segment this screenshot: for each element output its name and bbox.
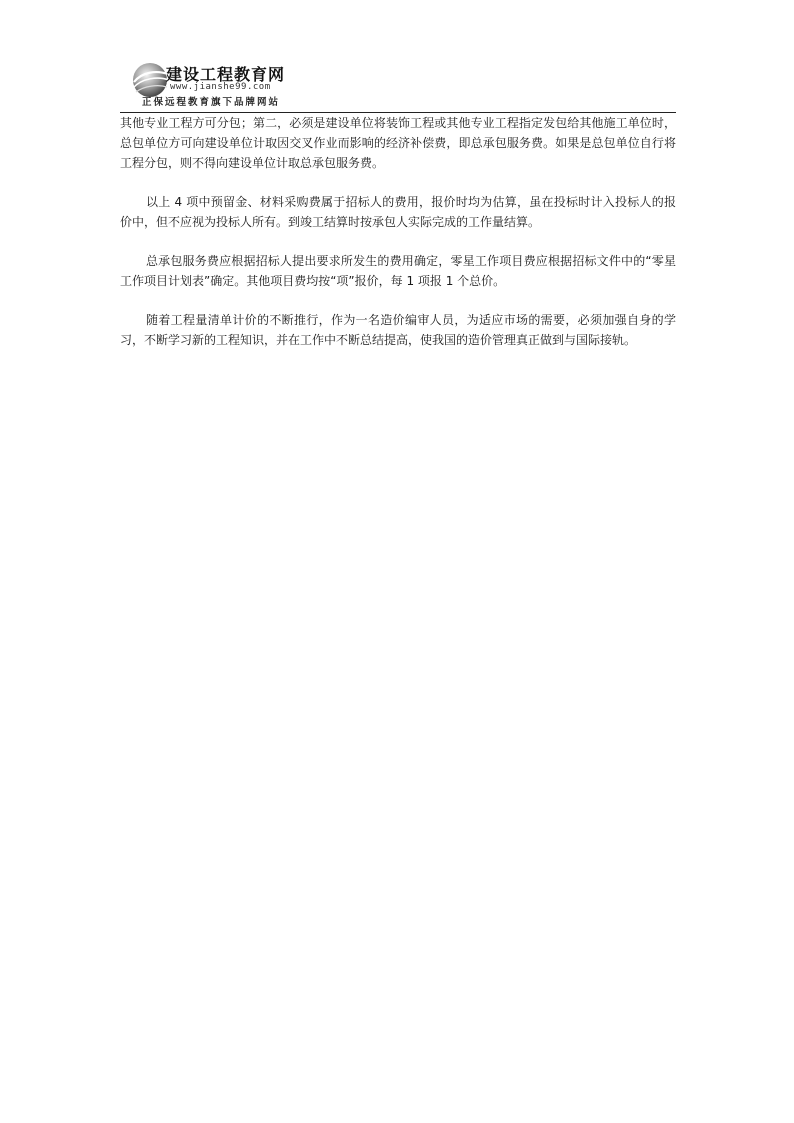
site-url: www.jianshe99.com <box>170 82 271 92</box>
paragraph-2: 以上 4 项中预留金、材料采购费属于招标人的费用，报价时均为估算，虽在投标时计入投标人的报价中，但不应视为投标人所有。到竣工结算时按承包人实际完成的工作量结算。 <box>120 195 676 229</box>
paragraph-3: 总承包服务费应根据招标人提出要求所发生的费用确定，零星工作项目费应根据招标文件中的“零星工作项目计划表”确定。其他项目费均按“项”报价，每 1 项报 1 个总价。 <box>120 254 676 288</box>
site-name: 建设工程教育网 <box>166 65 286 84</box>
paragraph-4: 随着工程量清单计价的不断推行，作为一名造价编审人员，为适应市场的需要，必须加强自身的学习，不断学习新的工程知识，并在工作中不断总结提高，使我国的造价管理真正做到与国际接轨。 <box>120 313 676 347</box>
paragraph-1: 其他专业工程方可分包；第二，必须是建设单位将装饰工程或其他专业工程指定发包给其他施工单位时，总包单位方可向建设单位计取因交叉作业而影响的经济补偿费，即总承包服务费。如果是总包单位自行将工程分包，则不得向建设单位计取总承包服务费。 <box>120 116 676 170</box>
document-body <box>120 113 676 369</box>
site-logo[interactable] <box>130 58 300 110</box>
site-tagline: 正保远程教育旗下品牌网站 <box>142 97 281 108</box>
page-header <box>120 58 676 113</box>
